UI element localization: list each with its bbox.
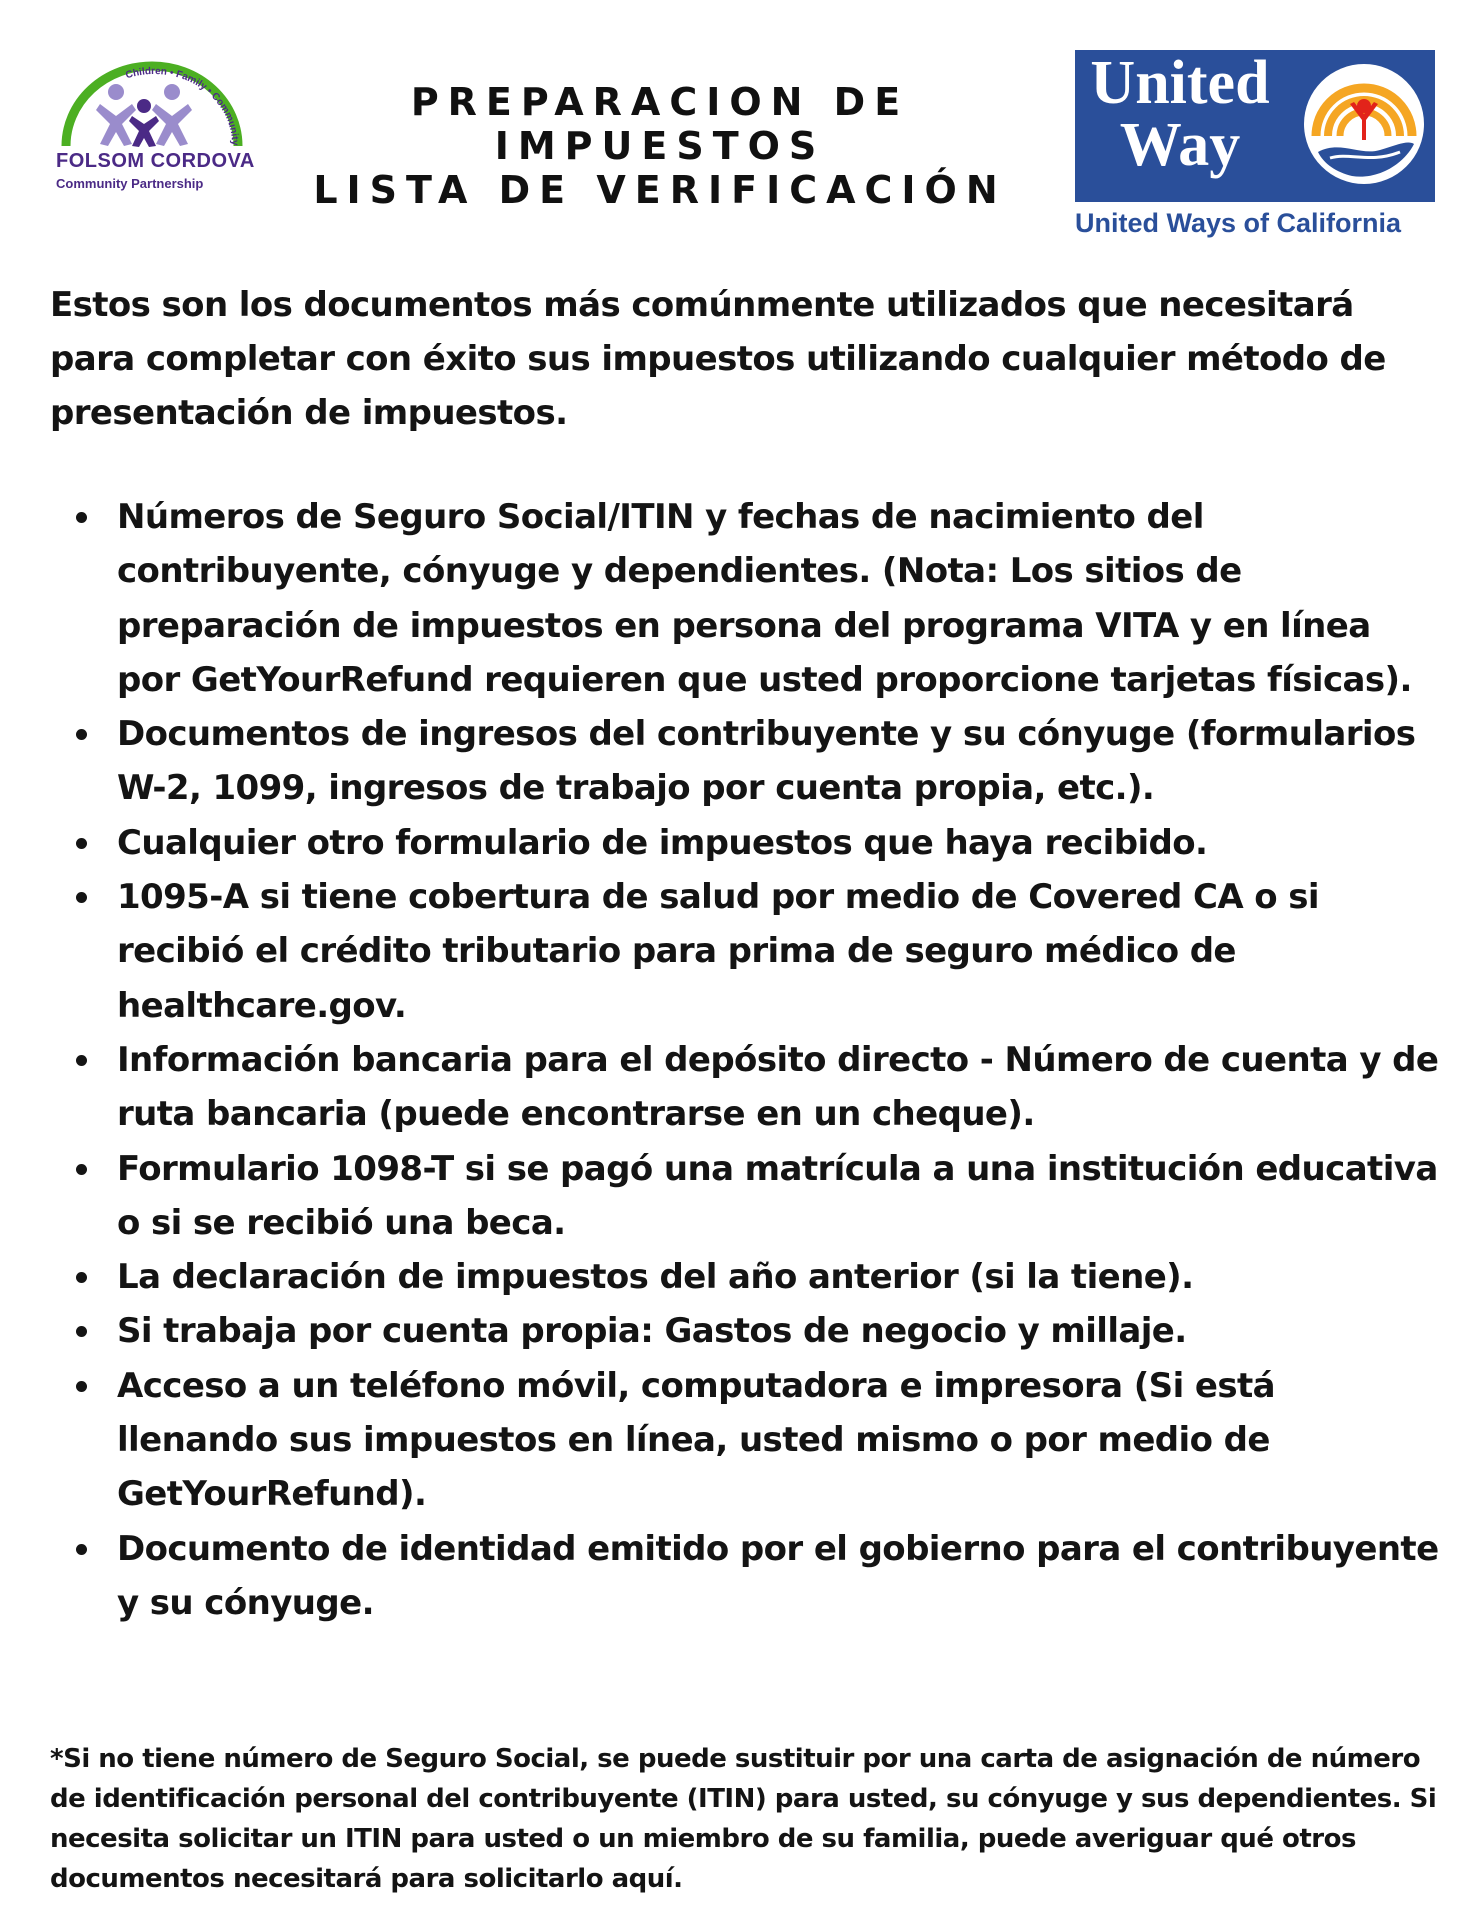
checklist-item-text: 1095-A si tiene cobertura de salud por medio de Covered CA o si recibió el crédito tributario para prima de seguro médico de healthcare.gov.	[117, 877, 1319, 1026]
people-family-icon	[52, 52, 252, 152]
checklist-item-text: Información bancaria para el depósito directo - Número de cuenta y de ruta bancaria (puede encontrarse en un cheque).	[117, 1039, 1439, 1135]
united-way-hand-rainbow-icon	[1300, 60, 1428, 190]
checklist-item-text: Si trabaja por cuenta propia: Gastos de negocio y millaje.	[117, 1311, 1187, 1352]
checklist-item-text: Formulario 1098-T si se pagó una matrícula a una institución educativa o si se recibió una beca.	[117, 1148, 1438, 1243]
bullet-icon	[76, 838, 87, 849]
checklist-item-text: Acceso a un teléfono móvil, computadora e impresora (Si está llenando sus impuestos en línea, usted mismo o por medio de GetYourRefund).	[117, 1365, 1275, 1515]
folsom-cordova-logo	[52, 52, 255, 202]
bullet-icon	[76, 1326, 87, 1337]
checklist-item	[50, 1250, 1440, 1304]
checklist-item-text: Documentos de ingresos del contribuyente y su cónyuge (formularios W-2, 1099, ingresos de trabajo por cuenta propia, etc.).	[117, 714, 1416, 809]
footnote: *Si no tiene número de Seguro Social, se puede sustituir por una carta de asignación de número de identificación personal del contribuyente (ITIN) para usted, su cónyuge y sus dependientes. Si necesita solicitar un ITIN para usted o un miembro de su familia, puede averiguar qué otros documentos necesitará para solicitarlo aquí.	[50, 1744, 1437, 1894]
checklist-item	[50, 1359, 1440, 1522]
checklist-item	[50, 490, 1440, 707]
united-way-tagline: United Ways of California	[1075, 208, 1402, 238]
title-line-1: PREPARACION DE IMPUESTOS	[410, 80, 910, 168]
checklist-item-text: Documento de identidad emitido por el gobierno para el contribuyente y su cónyuge.	[117, 1528, 1439, 1623]
logo-org-name: FOLSOM CORDOVA	[56, 150, 255, 172]
checklist	[50, 490, 1440, 1630]
title-line-2: LISTA DE VERIFICACIÓN	[313, 168, 1007, 212]
bullet-icon	[76, 729, 87, 740]
checklist-item	[50, 1304, 1440, 1358]
logo-arc-text: Children • Family • Community	[124, 65, 241, 146]
bullet-icon	[76, 1272, 87, 1283]
checklist-item	[50, 707, 1440, 816]
bullet-icon	[76, 1544, 87, 1555]
united-way-word-2: Way	[1119, 111, 1241, 179]
united-way-word-1: United	[1090, 49, 1270, 117]
checklist-item	[50, 816, 1440, 870]
checklist-item	[50, 1142, 1440, 1251]
bullet-icon	[76, 512, 87, 523]
checklist-item-text: Cualquier otro formulario de impuestos que haya recibido.	[117, 822, 1208, 863]
united-way-logo	[1075, 50, 1435, 202]
bullet-icon	[76, 892, 87, 903]
page-title	[260, 80, 1060, 212]
bullet-icon	[76, 1381, 87, 1392]
checklist-item	[50, 870, 1440, 1033]
logo-org-subtitle: Community Partnership	[56, 176, 204, 191]
bullet-icon	[76, 1055, 87, 1066]
checklist-item	[50, 1522, 1440, 1631]
intro-paragraph: Estos son los documentos más comúnmente utilizados que necesitará para completar con éxito sus impuestos utilizando cualquier método de presentación de impuestos.	[50, 285, 1386, 433]
checklist-item-text: La declaración de impuestos del año anterior (si la tiene).	[117, 1257, 1194, 1298]
bullet-icon	[76, 1164, 87, 1175]
checklist-item	[50, 1033, 1440, 1142]
united-way-wordmark	[1085, 49, 1275, 179]
checklist-item-text: Números de Seguro Social/ITIN y fechas de nacimiento del contribuyente, cónyuge y dependientes. (Nota: Los sitios de preparación de impuestos en persona del programa VITA y en línea por GetYourRefund requieren que usted proporcione tarjetas físicas).	[117, 497, 1412, 700]
